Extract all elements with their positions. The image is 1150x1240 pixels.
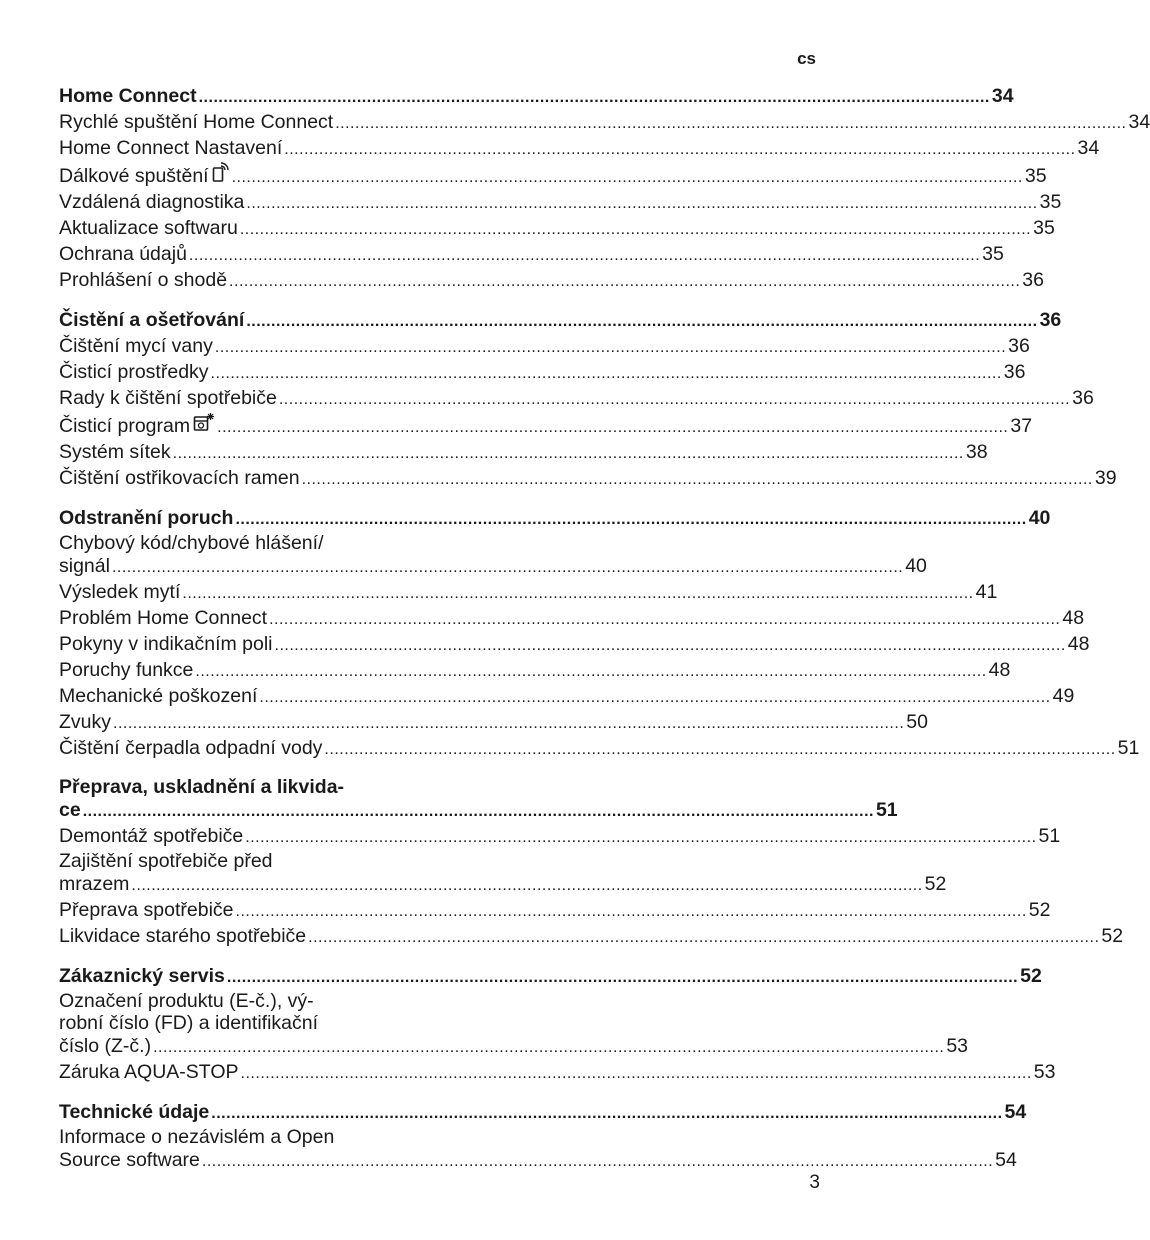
dot-leader: ................................................................................................................................................................	[278, 391, 1071, 408]
section-heading[interactable]	[59, 1100, 1027, 1126]
toc-entry[interactable]	[59, 268, 1044, 294]
page-ref: 52	[1028, 899, 1051, 921]
toc-entry[interactable]	[59, 1060, 1056, 1086]
page-number: 3	[809, 1172, 820, 1193]
page-ref: 54	[995, 1149, 1017, 1171]
dot-leader: ................................................................................................................................................................	[153, 1039, 945, 1056]
page-ref: 52	[1101, 925, 1124, 947]
entry-label: Čisticí program	[59, 415, 191, 437]
page-ref: 34	[1077, 137, 1100, 159]
section-title: Odstranění poruch	[59, 507, 234, 529]
entry-label: Problém Home Connect	[59, 607, 268, 629]
page-ref: 48	[988, 659, 1011, 681]
dot-leader: ................................................................................................................................................................	[308, 929, 1100, 946]
dot-leader: ................................................................................................................................................................	[335, 115, 1127, 132]
toc-section	[59, 1100, 1027, 1174]
toc-entry[interactable]	[59, 1034, 969, 1060]
page-ref: 48	[1067, 633, 1090, 655]
dot-leader: ................................................................................................................................................................	[245, 829, 1037, 846]
toc-entry[interactable]	[59, 162, 1047, 190]
entry-label: Ochrana údajů	[59, 243, 187, 265]
dot-leader: ................................................................................................................................................................	[231, 169, 1023, 186]
page-ref: 35	[1033, 217, 1055, 239]
dot-leader: ................................................................................................................................................................	[82, 803, 874, 820]
page-ref: 36	[1022, 269, 1044, 291]
entry-label: Prohlášení o shodě	[59, 269, 228, 291]
page-ref: 37	[1010, 415, 1033, 437]
dot-leader: ................................................................................................................................................................	[246, 195, 1038, 212]
page-ref: 36	[1039, 309, 1062, 331]
toc-entry[interactable]	[59, 658, 1011, 684]
entry-label: mrazem	[59, 873, 130, 895]
dot-leader: ................................................................................................................................................................	[229, 273, 1021, 290]
dot-leader: ................................................................................................................................................................	[211, 1105, 1003, 1122]
entry-label: Čištění čerpadla odpadní vody	[59, 737, 323, 759]
page-ref: 34	[991, 85, 1014, 107]
dot-leader: ................................................................................................................................................................	[240, 1065, 1032, 1082]
entry-label: Source software	[59, 1149, 200, 1171]
page-ref: 48	[1062, 607, 1085, 629]
toc-entry[interactable]	[59, 632, 1090, 658]
remote-start-icon	[212, 162, 230, 189]
dot-leader: ................................................................................................................................................................	[113, 715, 905, 732]
toc-entry[interactable]	[59, 872, 947, 898]
page-ref: 36	[1072, 387, 1094, 409]
entry-label: Pokyny v indikačním poli	[59, 633, 273, 655]
section-title: ce	[59, 799, 81, 821]
page-ref: 41	[975, 581, 998, 603]
toc-entry[interactable]	[59, 360, 1026, 386]
toc-entry[interactable]	[59, 440, 988, 466]
dot-leader: ................................................................................................................................................................	[198, 89, 990, 106]
entry-label: Čištění ostřikovacích ramen	[59, 467, 300, 489]
page-ref: 34	[1128, 111, 1150, 133]
section-heading[interactable]	[59, 84, 1014, 110]
page-ref: 35	[1024, 165, 1047, 187]
toc-entry[interactable]	[59, 334, 1030, 360]
page-ref: 39	[1094, 467, 1117, 489]
entry-label: Zvuky	[59, 711, 112, 733]
page-ref: 36	[1003, 361, 1026, 383]
entry-label: Systém sítek	[59, 441, 171, 463]
page-ref: 51	[1117, 737, 1140, 759]
dot-leader: ................................................................................................................................................................	[284, 141, 1076, 158]
dot-leader: ................................................................................................................................................................	[111, 559, 904, 576]
section-title: Technické údaje	[59, 1101, 210, 1123]
dot-leader: ................................................................................................................................................................	[239, 221, 1032, 238]
dot-leader: ................................................................................................................................................................	[195, 663, 987, 680]
entry-label: Poruchy funkce	[59, 659, 194, 681]
entry-label: Aktualizace softwaru	[59, 217, 238, 239]
toc-section	[59, 776, 1124, 950]
table-of-contents	[59, 84, 1150, 1188]
page-ref: 51	[1038, 825, 1061, 847]
dot-leader: ................................................................................................................................................................	[269, 611, 1061, 628]
toc-entry[interactable]	[59, 736, 1140, 762]
entry-label-line: Zajištění spotřebiče před	[59, 850, 273, 872]
toc-section	[59, 506, 1140, 762]
toc-section	[59, 84, 1150, 294]
page-ref: 35	[1039, 191, 1062, 213]
section-title-line: Přeprava, uskladnění a likvida-	[59, 776, 345, 798]
dot-leader: ................................................................................................................................................................	[235, 511, 1027, 528]
dot-leader: ................................................................................................................................................................	[172, 445, 964, 462]
toc-entry[interactable]	[59, 110, 1150, 136]
entry-label: Přeprava spotřebiče	[59, 899, 234, 921]
section-heading[interactable]	[59, 798, 898, 824]
page-ref: 35	[982, 243, 1004, 265]
section-heading[interactable]	[59, 964, 1042, 990]
toc-entry[interactable]	[59, 216, 1055, 242]
section-heading[interactable]	[59, 308, 1062, 334]
toc-entry[interactable]	[59, 710, 928, 736]
toc-entry[interactable]	[59, 190, 1062, 216]
page-ref: 36	[1008, 335, 1030, 357]
dot-leader: ................................................................................................................................................................	[246, 313, 1038, 330]
section-title: Zákaznický servis	[59, 965, 225, 987]
entry-label: Záruka AQUA-STOP	[59, 1061, 239, 1083]
dot-leader: ................................................................................................................................................................	[235, 903, 1027, 920]
toc-entry[interactable]	[59, 412, 1033, 440]
toc-entry[interactable]	[59, 466, 1117, 492]
toc-section	[59, 308, 1117, 492]
toc-entry[interactable]	[59, 242, 1004, 268]
entry-label: Home Connect Nastavení	[59, 137, 283, 159]
entry-label: Vzdálená diagnostika	[59, 191, 245, 213]
entry-label: Rychlé spuštění Home Connect	[59, 111, 334, 133]
entry-label-line: Informace o nezávislém a Open	[59, 1126, 335, 1148]
entry-label: Likvidace starého spotřebiče	[59, 925, 307, 947]
toc-entry[interactable]	[59, 136, 1100, 162]
page-ref: 54	[1004, 1101, 1027, 1123]
dot-leader: ................................................................................................................................................................	[217, 419, 1009, 436]
entry-label: Rady k čištění spotřebiče	[59, 387, 277, 409]
entry-label: Čištění mycí vany	[59, 335, 213, 357]
toc-entry[interactable]	[59, 1148, 1017, 1174]
page-ref: 40	[1028, 507, 1051, 529]
dot-leader: ................................................................................................................................................................	[182, 585, 974, 602]
page-ref: 53	[946, 1035, 969, 1057]
entry-label: číslo (Z-č.)	[59, 1035, 152, 1057]
entry-label: signál	[59, 555, 110, 577]
entry-label-line: Chybový kód/chybové hlášení/	[59, 532, 324, 554]
entry-label: Výsledek mytí	[59, 581, 181, 603]
dot-leader: ................................................................................................................................................................	[274, 637, 1066, 654]
page-ref: 53	[1033, 1061, 1056, 1083]
toc-entry[interactable]	[59, 898, 1051, 924]
toc-entry[interactable]	[59, 824, 1061, 850]
page-ref: 50	[906, 711, 928, 733]
dot-leader: ................................................................................................................................................................	[259, 689, 1051, 706]
dot-leader: ................................................................................................................................................................	[201, 1153, 994, 1170]
toc-entry[interactable]	[59, 606, 1085, 632]
dot-leader: ................................................................................................................................................................	[131, 877, 923, 894]
section-heading[interactable]	[59, 506, 1051, 532]
dot-leader: ................................................................................................................................................................	[324, 741, 1116, 758]
dot-leader: ................................................................................................................................................................	[301, 471, 1093, 488]
language-code: cs	[797, 49, 816, 68]
entry-label: Mechanické poškození	[59, 685, 258, 707]
entry-label-line: Označení produktu (E-č.), vý-	[59, 990, 314, 1012]
page-ref: 49	[1052, 685, 1075, 707]
page-ref: 51	[875, 799, 898, 821]
machine-care-icon	[193, 412, 215, 439]
toc-section	[59, 964, 1056, 1086]
entry-label: Demontáž spotřebiče	[59, 825, 244, 847]
dot-leader: ................................................................................................................................................................	[210, 365, 1002, 382]
dot-leader: ................................................................................................................................................................	[214, 339, 1007, 356]
entry-label: Dálkové spuštění	[59, 165, 209, 187]
dot-leader: ................................................................................................................................................................	[188, 247, 981, 264]
toc-entry[interactable]	[59, 554, 927, 580]
entry-label-line: robní číslo (FD) a identifikační	[59, 1012, 319, 1034]
toc-entry[interactable]	[59, 386, 1094, 412]
dot-leader: ................................................................................................................................................................	[226, 969, 1019, 986]
toc-entry[interactable]	[59, 684, 1075, 710]
page-ref: 52	[924, 873, 947, 895]
section-title: Home Connect	[59, 85, 197, 107]
section-title: Čistění a ošetřování	[59, 309, 245, 331]
toc-entry[interactable]	[59, 580, 998, 606]
page-ref: 52	[1020, 965, 1042, 987]
toc-entry[interactable]	[59, 924, 1124, 950]
page-ref: 38	[965, 441, 988, 463]
page-ref: 40	[905, 555, 927, 577]
entry-label: Čisticí prostředky	[59, 361, 209, 383]
